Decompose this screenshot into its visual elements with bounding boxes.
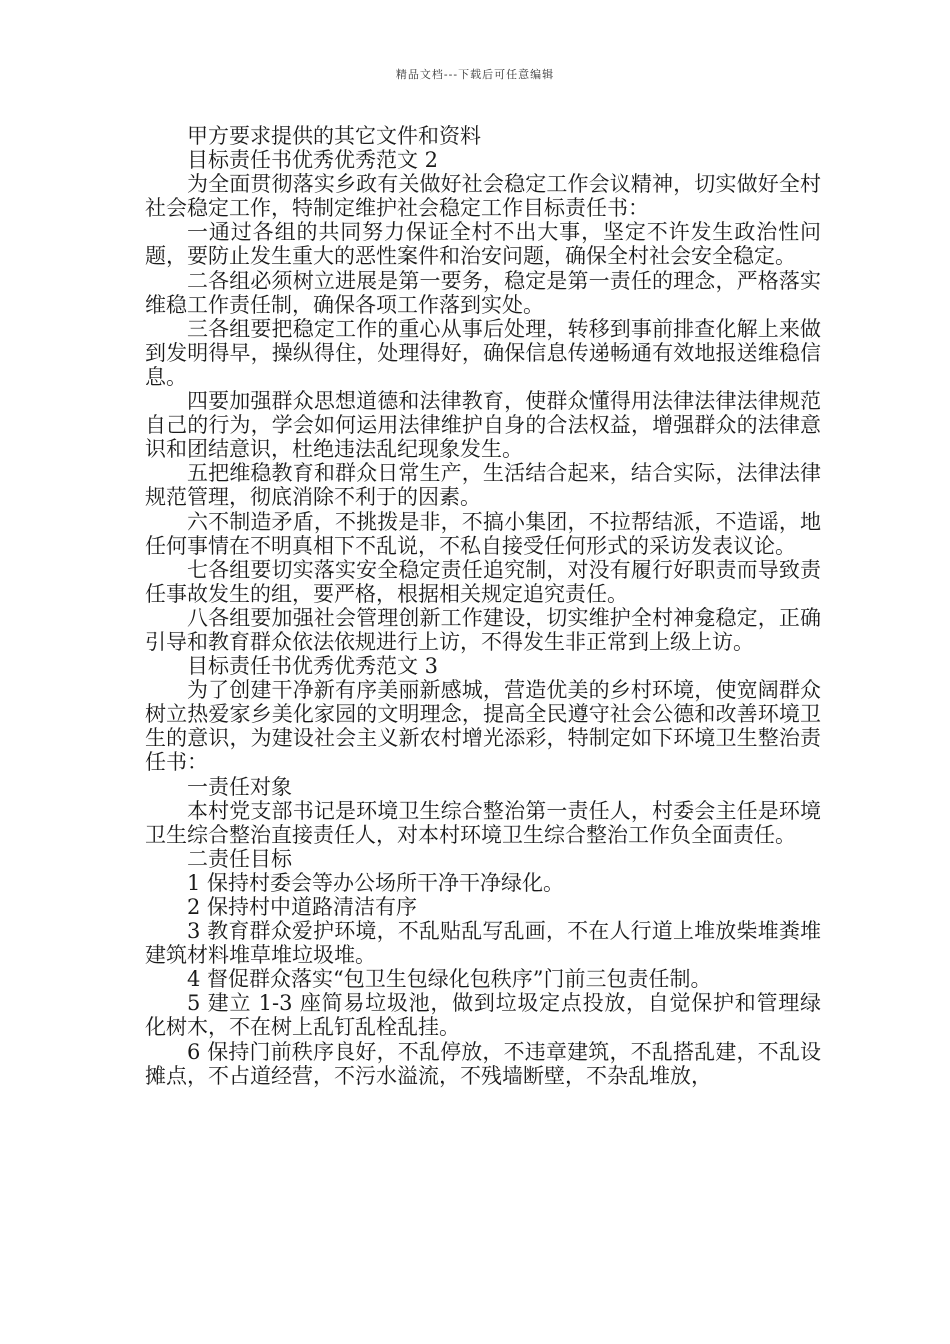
paragraph: 七各组要切实落实安全稳定责任追究制，对没有履行好职责而导致责任事故发生的组，要严格，根据相关规定追究责任。: [145, 557, 821, 606]
paragraph: 五把维稳教育和群众日常生产，生活结合起来，结合实际，法律法律规范管理，彻底消除不利于的因素。: [145, 461, 821, 510]
subheading-responsibility-goal: 二责任目标: [187, 846, 292, 871]
list-item: 3 教育群众爱护环境，不乱贴乱写乱画，不在人行道上堆放柴堆粪堆建筑材料堆草堆垃圾堆。: [145, 919, 821, 968]
list-item: 6 保持门前秩序良好，不乱停放，不违章建筑，不乱搭乱建，不乱设摊点，不占道经营，不污水溢流，不残墙断壁，不杂乱堆放，: [145, 1039, 821, 1088]
paragraph: 六不制造矛盾，不挑拨是非，不搞小集团，不拉帮结派，不造谣，地任何事情在不明真相下不乱说，不私自接受任何形式的采访发表议论。: [145, 509, 821, 558]
section-heading-sample-3: 目标责任书优秀优秀范文 3: [187, 654, 439, 679]
paragraph: 本村党支部书记是环境卫生综合整治第一责任人，村委会主任是环境卫生综合整治直接责任人，对本村环境卫生综合整治工作负全面责任。: [145, 798, 821, 847]
section-heading-sample-2: 目标责任书优秀优秀范文 2: [187, 148, 439, 173]
paragraph: 二各组必须树立进展是第一要务，稳定是第一责任的理念，严格落实维稳工作责任制，确保各项工作落到实处。: [145, 268, 821, 317]
list-item: 1 保持村委会等办公场所干净干净绿化。: [187, 870, 565, 895]
list-item: 4 督促群众落实“包卫生包绿化包秩序”门前三包责任制。: [187, 967, 712, 992]
document-body: [145, 124, 821, 1088]
paragraph: 一通过各组的共同努力保证全村不出大事，坚定不许发生政治性问题，要防止发生重大的恶性案件和治安问题，确保全村社会安全稳定。: [145, 220, 821, 269]
list-item: 5 建立 1-3 座简易垃圾池，做到垃圾定点投放，自觉保护和管理绿化树木，不在树上乱钉乱栓乱挂。: [145, 991, 821, 1040]
paragraph: 四要加强群众思想道德和法律教育，使群众懂得用法律法律法律规范自己的行为，学会如何运用法律维护自身的合法权益，增强群众的法律意识和团结意识，杜绝违法乱纪现象发生。: [145, 389, 821, 462]
paragraph: 八各组要加强社会管理创新工作建设，切实维护全村神龛稳定，正确引导和教育群众依法依规进行上访，不得发生非正常到上级上访。: [145, 605, 821, 654]
paragraph-attachment-note: 甲方要求提供的其它文件和资料: [187, 124, 481, 148]
paragraph: 三各组要把稳定工作的重心从事后处理，转移到事前排查化解上来做到发明得早，操纵得住，处理得好，确保信息传递畅通有效地报送维稳信息。: [145, 316, 821, 389]
list-item: 2 保持村中道路清洁有序: [187, 895, 418, 919]
page-header: 精品文档---下载后可任意编辑: [395, 68, 555, 81]
paragraph: 为了创建干净新有序美丽新感城，营造优美的乡村环境，使宽阔群众树立热爱家乡美化家园的文明理念，提高全民遵守社会公德和改善环境卫生的意识，为建设社会主义新农村增光添彩，特制定如下环境卫生整治责任书：: [145, 678, 821, 775]
paragraph: 为全面贯彻落实乡政有关做好社会稳定工作会议精神，切实做好全村社会稳定工作，特制定维护社会稳定工作目标责任书：: [145, 172, 821, 221]
subheading-responsibility-target: 一责任对象: [187, 774, 292, 799]
